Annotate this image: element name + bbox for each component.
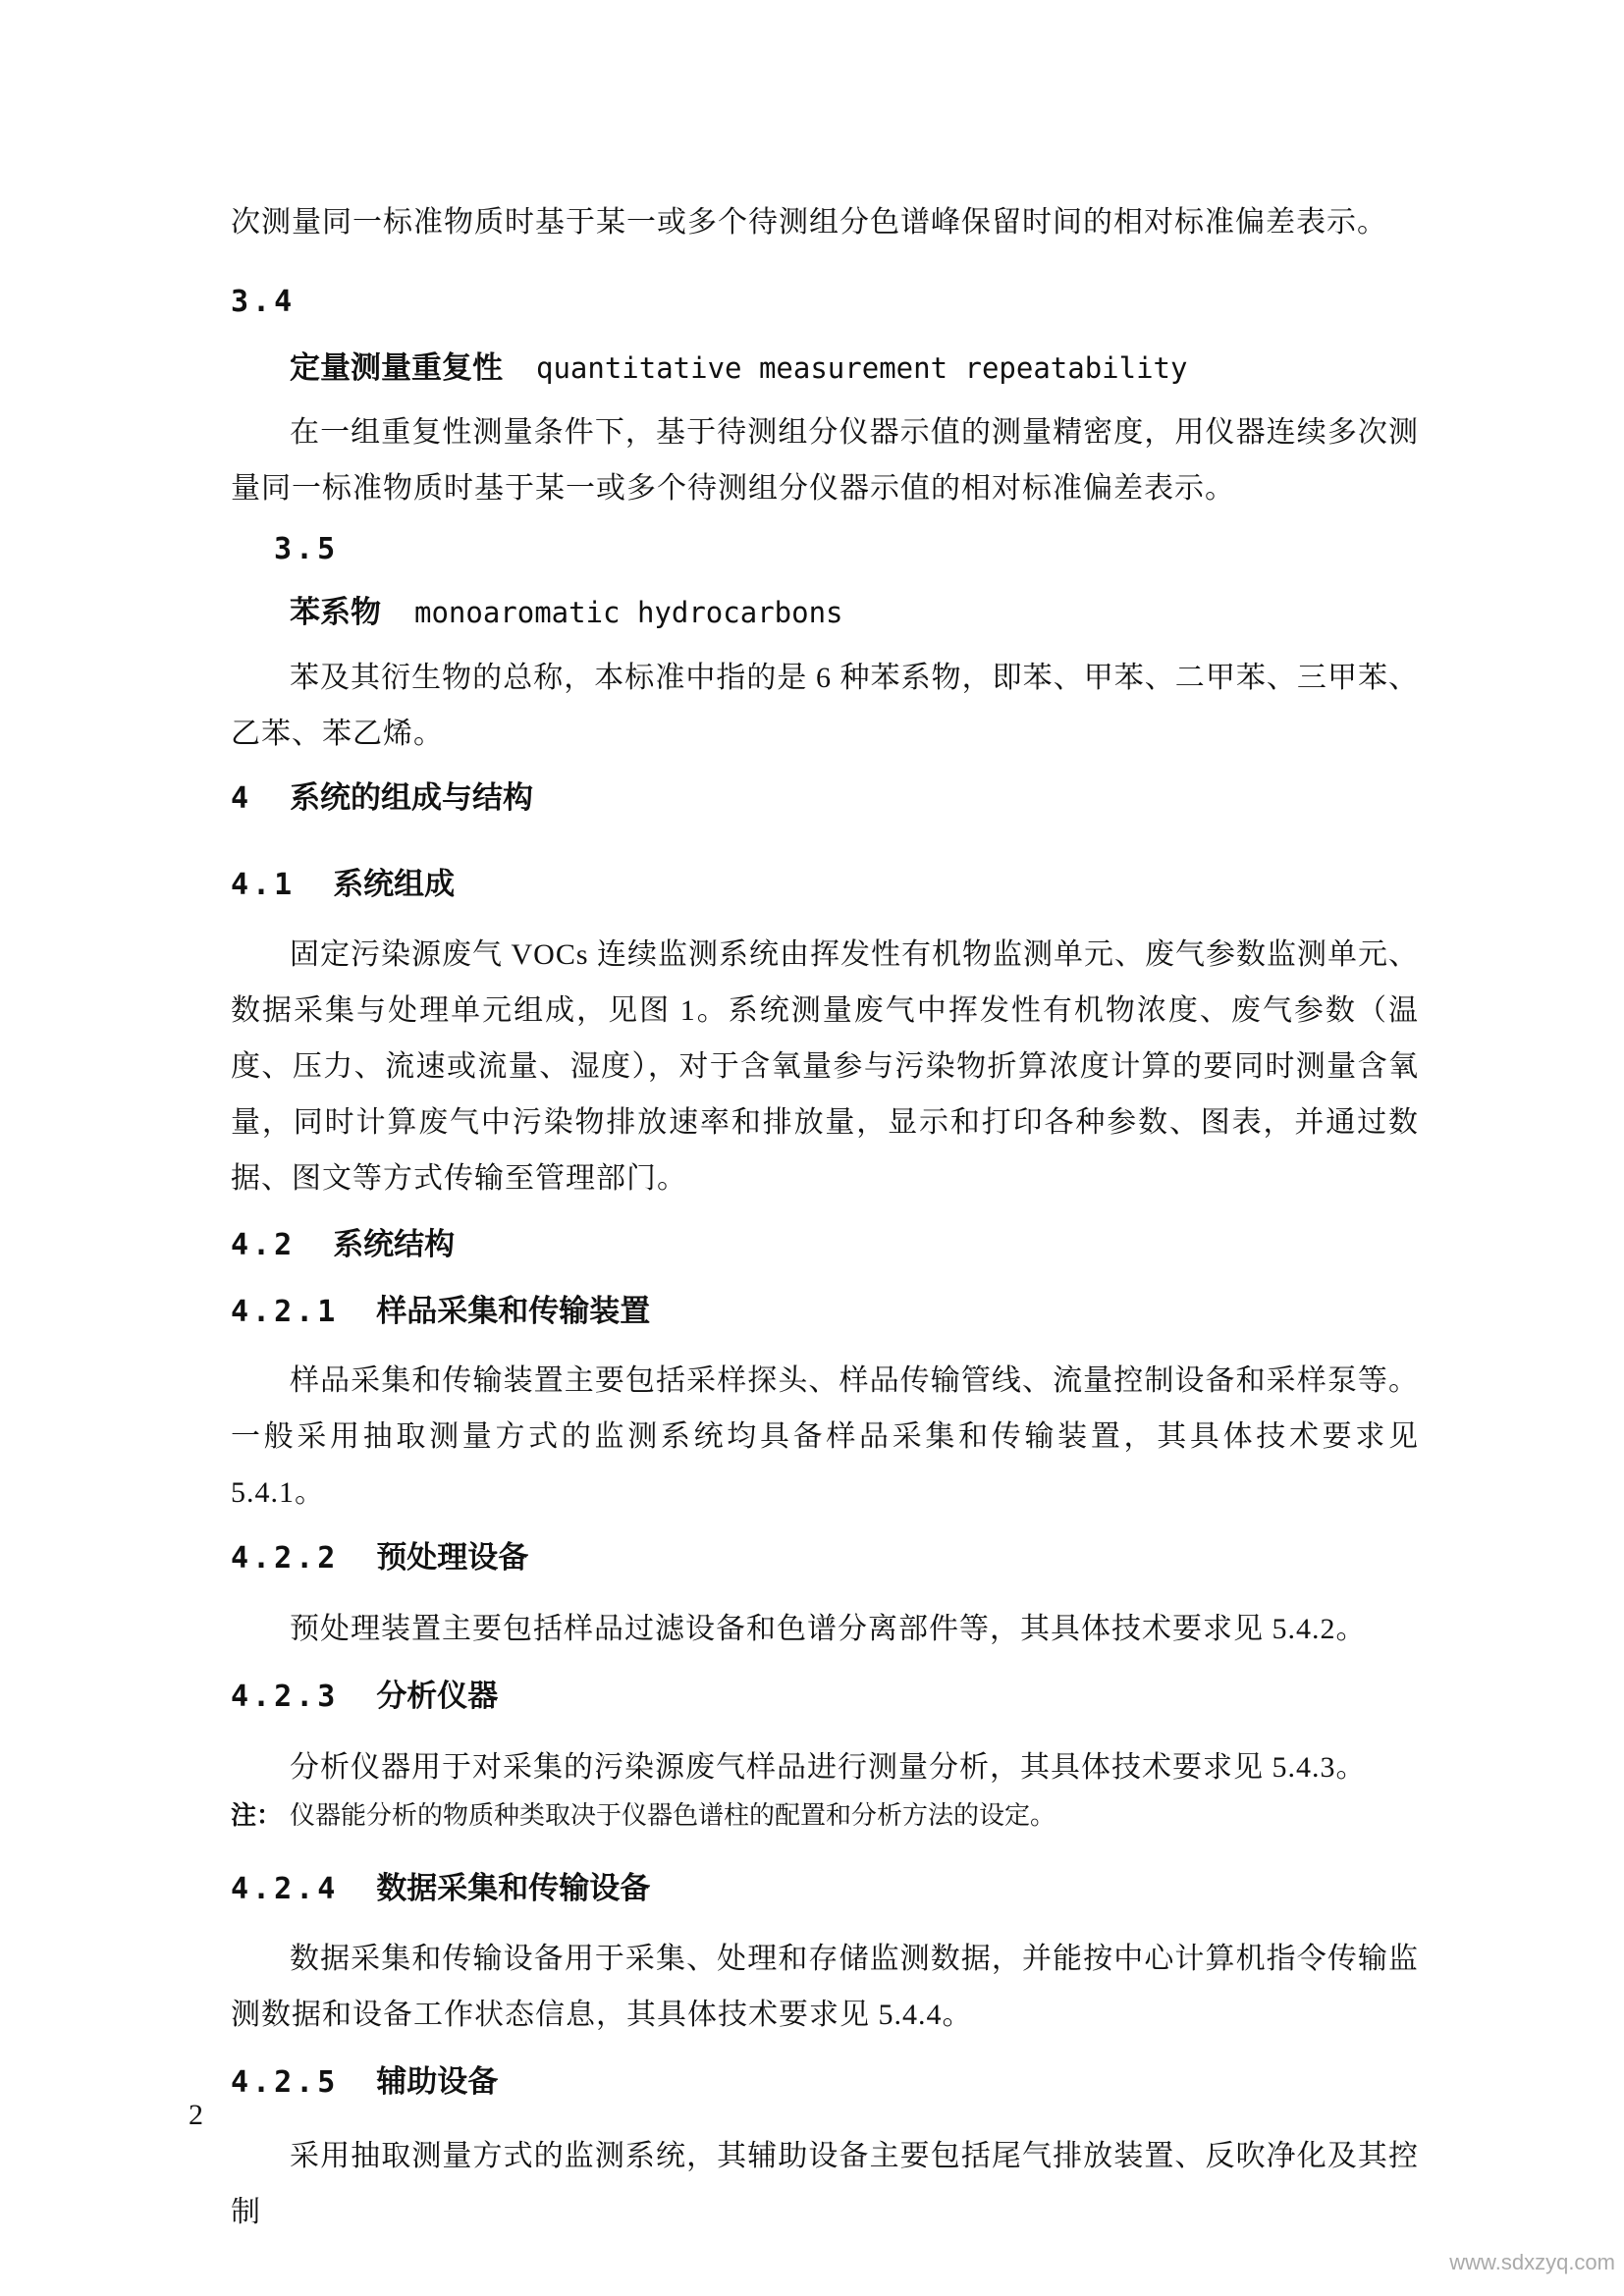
clause-4-2-5-number: 4.2.5 [231,2065,340,2100]
clause-4-2-1-body: 样品采集和传输装置主要包括采样探头、样品传输管线、流量控制设备和采样泵等。一般采用抽取测量方式的监测系统均具备样品采集和传输装置，其具体技术要求见 5.4.1。 [231,1364,1419,1509]
clause-3-4-number: 3.4 [231,285,297,319]
term-3-5-english: monoaromatic hydrocarbons [414,596,843,629]
clause-4-2-title: 系统结构 [333,1227,456,1261]
term-3-5 [290,589,1419,642]
clause-4-2-4-number: 4.2.4 [231,1872,340,1906]
page-number: 2 [189,2099,203,2131]
clause-3-5-body: 苯及其衍生物的总称，本标准中指的是 6 种苯系物，即苯、甲苯、二甲苯、三甲苯、乙苯、苯乙烯。 [231,662,1419,750]
clause-4-2-heading [231,1221,1419,1269]
clause-4-2-2-title: 预处理设备 [376,1540,529,1575]
clause-4-2-4-heading [231,1865,1419,1913]
clause-4-2-2-heading [231,1534,1419,1582]
clause-4-2-4-body: 数据采集和传输设备用于采集、处理和存储监测数据，并能按中心计算机指令传输监测数据和设备工作状态信息，其具体技术要求见 5.4.4。 [231,1943,1419,2031]
clause-4-2-1-title: 样品采集和传输装置 [376,1294,651,1328]
clause-4-1-heading [231,861,1419,909]
term-3-4 [290,345,1419,398]
clause-4-2-1-heading [231,1288,1419,1336]
clause-4-2-2-number: 4.2.2 [231,1541,340,1575]
clause-3-5-heading [274,525,1419,573]
term-3-4-english: quantitative measurement repeatability [536,351,1188,385]
clause-4-2-5-heading [231,2058,1419,2107]
continued-paragraph: 次测量同一标准物质时基于某一或多个待测组分色谱峰保留时间的相对标准偏差表示。 [231,206,1387,239]
clause-4-2-3-number: 4.2.3 [231,1680,340,1714]
clause-3-4-heading [231,278,1419,326]
clause-4-2-3-heading [231,1673,1419,1721]
note-text: 仪器能分析的物质种类取决于仪器色谱柱的配置和分析方法的设定。 [290,1801,1056,1830]
clause-4-heading [231,774,1419,823]
term-3-4-chinese: 定量测量重复性 [290,350,503,385]
clause-4-1-title: 系统组成 [333,867,456,901]
clause-4-2-3-note [231,1795,1419,1836]
clause-4-2-3-title: 分析仪器 [376,1679,499,1713]
clause-3-4-body: 在一组重复性测量条件下，基于待测组分仪器示值的测量精密度，用仪器连续多次测量同一标准物质时基于某一或多个待测组分仪器示值的相对标准偏差表示。 [231,416,1419,505]
clause-4-2-4-title: 数据采集和传输设备 [376,1871,651,1905]
clause-4-1-number: 4.1 [231,868,297,902]
clause-4-2-3-body: 分析仪器用于对采集的污染源废气样品进行测量分析，其具体技术要求见 5.4.3。 [290,1751,1367,1784]
term-3-5-chinese: 苯系物 [290,595,381,629]
clause-4-2-number: 4.2 [231,1228,297,1262]
clause-4-number: 4 [231,781,253,816]
clause-4-1-body: 固定污染源废气 VOCs 连续监测系统由挥发性有机物监测单元、废气参数监测单元、数据采集与处理单元组成，见图 1。系统测量废气中挥发性有机物浓度、废气参数（温度、压力、流速或流量、湿度），对于含氧量参与污染物折算浓度计算的要同时测量含氧量，同时计算废气中污染物排放速率和排放量，显示和打印各种参数、图表，并通过数据、图文等方式传输至管理部门。 [231,938,1420,1195]
clause-3-5-number: 3.5 [274,532,340,566]
watermark: www.sdxzyq.com [1449,2250,1615,2274]
page-content [231,194,1419,2240]
clause-4-title: 系统的组成与结构 [290,780,534,815]
note-label: 注： [231,1800,283,1830]
clause-4-2-2-body: 预处理装置主要包括样品过滤设备和色谱分离部件等，其具体技术要求见 5.4.2。 [290,1613,1367,1645]
clause-4-2-5-title: 辅助设备 [376,2064,499,2099]
clause-4-2-5-body: 采用抽取测量方式的监测系统，其辅助设备主要包括尾气排放装置、反吹净化及其控制 [231,2140,1419,2228]
clause-4-2-1-number: 4.2.1 [231,1295,340,1329]
